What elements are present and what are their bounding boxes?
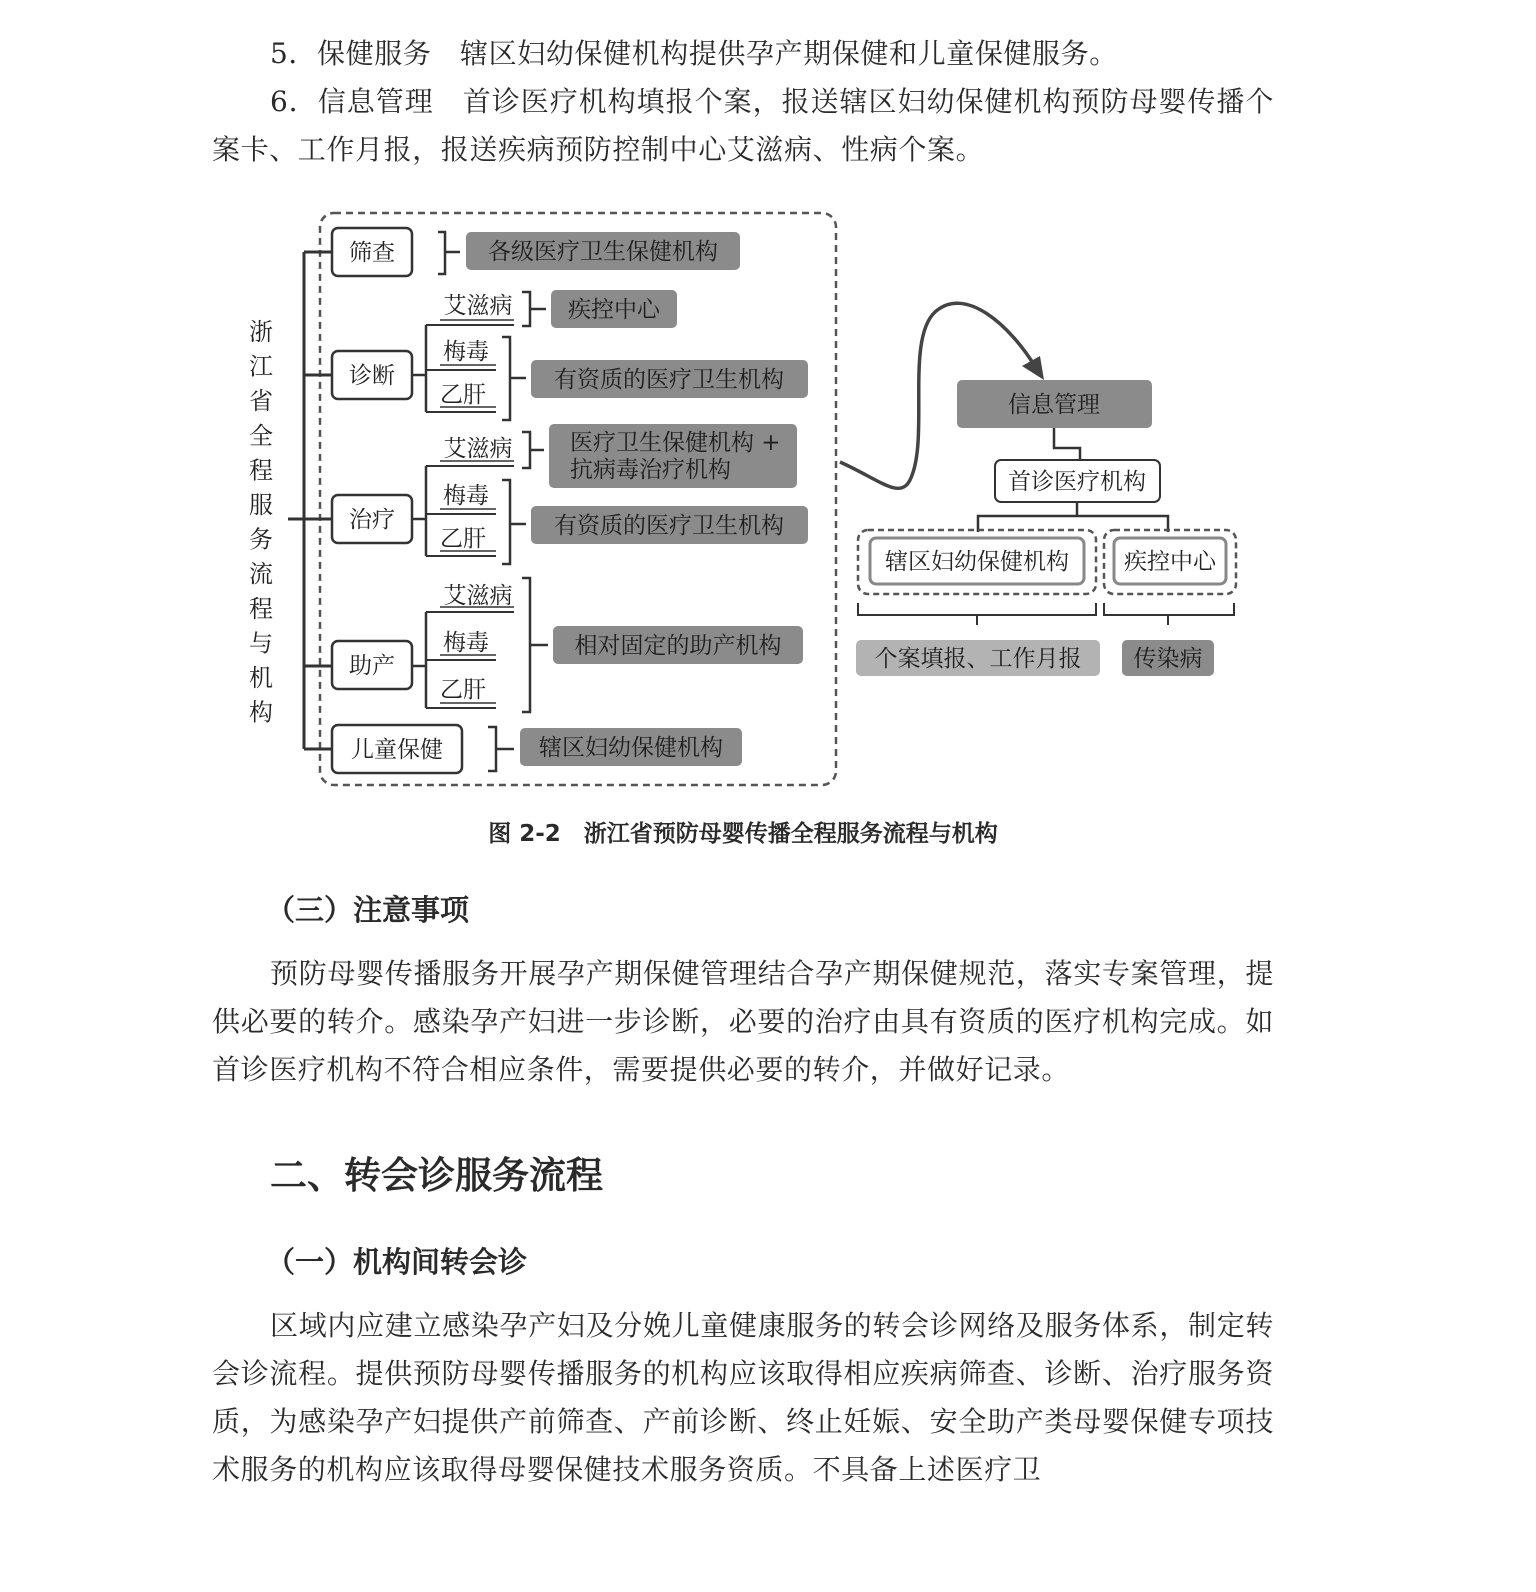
- svg-text:首诊医疗机构: 首诊医疗机构: [1008, 469, 1146, 495]
- treat-aids-label: 艾滋病: [443, 436, 513, 462]
- cdc-box: [1114, 538, 1226, 584]
- svg-text:信息管理: 信息管理: [1008, 392, 1100, 418]
- heading-subsection1: （一）机构间转会诊: [266, 1245, 528, 1279]
- inst-screening: [466, 232, 740, 270]
- svg-text:辖区妇幼保健机构: 辖区妇幼保健机构: [885, 549, 1069, 575]
- inst-treat-other: [531, 506, 808, 544]
- svg-text:筛查: 筛查: [349, 240, 395, 266]
- stage-delivery-box: [332, 641, 412, 689]
- deliv-syphilis-label: 梅毒: [443, 630, 489, 656]
- inst-diag-aids: [551, 290, 677, 328]
- svg-text:个案填报、工作月报: 个案填报、工作月报: [874, 646, 1082, 672]
- stage-child-care-box: [332, 725, 462, 773]
- figure-caption: 图 2-2 浙江省预防母婴传播全程服务流程与机构: [488, 821, 998, 847]
- svg-text:疾控中心: 疾控中心: [568, 297, 660, 323]
- treat-syphilis-label: 梅毒: [443, 483, 489, 509]
- svg-text:儿童保健: 儿童保健: [351, 737, 443, 763]
- mch-box: [870, 538, 1084, 584]
- svg-text:有资质的医疗卫生机构: 有资质的医疗卫生机构: [554, 513, 784, 539]
- arrow-head-icon: [1022, 356, 1044, 380]
- diag-hepb-label: 乙肝: [440, 382, 486, 408]
- stage-treatment-box: [332, 495, 412, 543]
- heading-notes: （三）注意事项: [266, 893, 470, 927]
- svg-text:治疗: 治疗: [349, 507, 395, 533]
- svg-text:医疗卫生保健机构 +: 医疗卫生保健机构 +: [570, 430, 781, 456]
- first-visit-box: [995, 460, 1160, 502]
- paragraph-health-service: 5．保健服务 辖区妇幼保健机构提供孕产期保健和儿童保健服务。: [270, 37, 1118, 70]
- treat-hepb-label: 乙肝: [440, 526, 486, 552]
- svg-text:辖区妇幼保健机构: 辖区妇幼保健机构: [539, 735, 723, 761]
- svg-text:浙江省全程服务流程与机构: 浙江省全程服务流程与机构: [249, 318, 273, 727]
- paragraph-notes: 预防母婴传播服务开展孕产期保健管理结合孕产期保健规范，落实专案管理，提供必要的转介。感染孕产妇进一步诊断，必要的治疗由具有资质的医疗机构完成。如首诊医疗机构不符合相应条件，需要提供必要的转介，并做好记录。: [212, 957, 1274, 1086]
- heading-section2: 二、转会诊服务流程: [270, 1154, 603, 1197]
- inst-diag-other: [531, 360, 808, 398]
- diag-aids-label: 艾滋病: [443, 293, 513, 319]
- svg-text:助产: 助产: [349, 653, 395, 679]
- report-mch-box: [856, 640, 1100, 676]
- deliv-hepb-label: 乙肝: [440, 677, 486, 703]
- inst-child-care: [520, 728, 742, 766]
- svg-text:抗病毒治疗机构: 抗病毒治疗机构: [570, 457, 731, 483]
- vertical-title: [249, 318, 273, 727]
- svg-text:传染病: 传染病: [1133, 646, 1203, 672]
- stage-screening-box: [332, 228, 412, 276]
- inst-delivery: [553, 626, 803, 664]
- info-management-box: [957, 380, 1152, 428]
- svg-text:有资质的医疗卫生机构: 有资质的医疗卫生机构: [554, 367, 784, 393]
- diag-syphilis-label: 梅毒: [443, 339, 489, 365]
- deliv-aids-label: 艾滋病: [443, 583, 513, 609]
- svg-text:疾控中心: 疾控中心: [1124, 549, 1216, 575]
- svg-text:相对固定的助产机构: 相对固定的助产机构: [574, 633, 782, 659]
- svg-text:诊断: 诊断: [349, 363, 395, 389]
- inst-treat-aids: [549, 424, 797, 488]
- paragraph-info-management: 6．信息管理 首诊医疗机构填报个案，报送辖区妇幼保健机构预防母婴传播个案卡、工作月报，报送疾病预防控制中心艾滋病、性病个案。: [212, 85, 1274, 166]
- report-cdc-box: [1122, 640, 1214, 676]
- svg-text:各级医疗卫生保健机构: 各级医疗卫生保健机构: [488, 239, 718, 265]
- paragraph-referral: 区域内应建立感染孕产妇及分娩儿童健康服务的转会诊网络及服务体系，制定转会诊流程。提供预防母婴传播服务的机构应该取得相应疾病筛查、诊断、治疗服务资质，为感染孕产妇提供产前筛查、产前诊断、终止妊娠、安全助产类母婴保健专项技术服务的机构应该取得母婴保健技术服务资质。不具备上述医疗卫: [212, 1309, 1274, 1486]
- stage-diagnosis-box: [332, 351, 412, 399]
